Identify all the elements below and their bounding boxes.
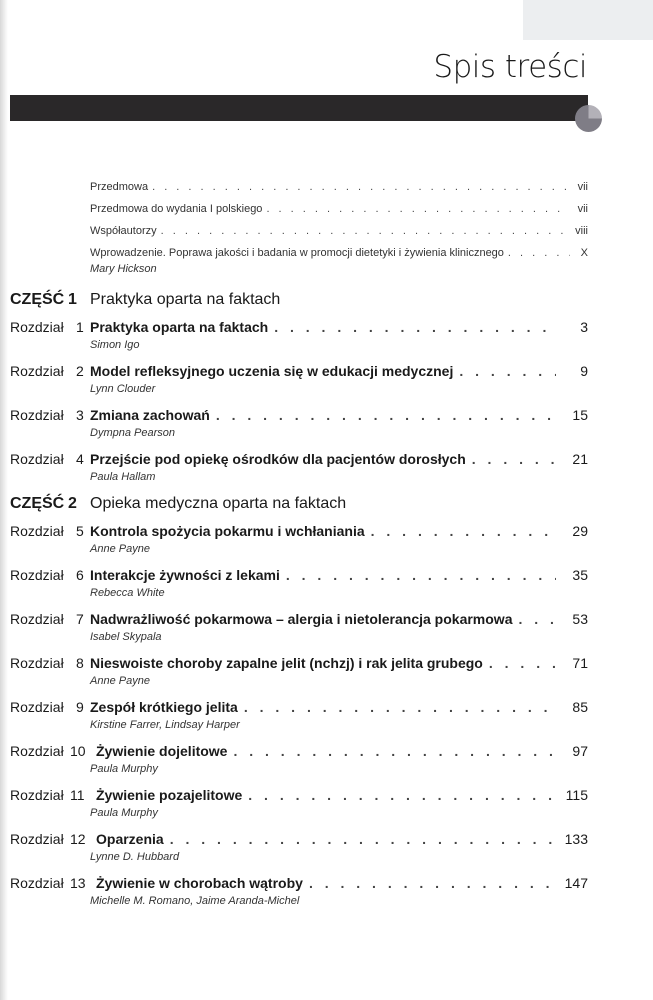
chapter-author: Lynn Clouder bbox=[90, 383, 156, 395]
chapter-title: Oparzenia bbox=[96, 831, 164, 847]
chapter-entry[interactable] bbox=[10, 406, 588, 440]
chapter-title: Żywienie dojelitowe bbox=[96, 743, 228, 759]
dot-leader bbox=[274, 318, 556, 336]
header-bar bbox=[10, 95, 588, 121]
dot-leader bbox=[266, 202, 570, 216]
entry-title: Współautorzy bbox=[90, 225, 157, 237]
part-heading-2 bbox=[10, 494, 588, 514]
entry-page: vii bbox=[577, 181, 588, 193]
chapter-number: 10 bbox=[70, 743, 86, 759]
chapter-entry[interactable] bbox=[10, 318, 588, 352]
dot-leader bbox=[309, 874, 556, 892]
chapter-entry[interactable] bbox=[10, 830, 588, 864]
chapter-label: Rozdział bbox=[10, 523, 64, 539]
dot-leader bbox=[233, 742, 556, 760]
dot-leader bbox=[216, 406, 556, 424]
chapter-page: 15 bbox=[572, 407, 588, 423]
chapter-number: 8 bbox=[76, 655, 84, 671]
chapter-page: 9 bbox=[580, 363, 588, 379]
entry-page: vii bbox=[577, 203, 588, 215]
chapter-label: Rozdział bbox=[10, 875, 64, 891]
chapter-entry[interactable] bbox=[10, 742, 588, 776]
entry-title: Przedmowa bbox=[90, 181, 149, 193]
chapter-title: Praktyka oparta na faktach bbox=[90, 319, 269, 335]
chapter-title: Żywienie w chorobach wątroby bbox=[96, 875, 303, 891]
dot-leader bbox=[248, 786, 556, 804]
chapter-number: 6 bbox=[76, 567, 84, 583]
chapter-label: Rozdział bbox=[10, 831, 64, 847]
part-label: CZĘŚĆ bbox=[10, 495, 65, 512]
entry-page: viii bbox=[575, 225, 588, 237]
dot-leader bbox=[508, 246, 570, 260]
chapter-entry[interactable] bbox=[10, 522, 588, 556]
part-title: Praktyka oparta na faktach bbox=[90, 291, 281, 308]
chapter-label: Rozdział bbox=[10, 787, 64, 803]
part-title: Opieka medyczna oparta na faktach bbox=[90, 495, 347, 512]
dot-leader bbox=[244, 698, 556, 716]
chapter-number: 12 bbox=[70, 831, 86, 847]
part-heading-1 bbox=[10, 290, 588, 310]
chapter-title: Nieswoiste choroby zapalne jelit (nchzj) i rak jelita grubego bbox=[90, 655, 483, 671]
chapter-author: Dympna Pearson bbox=[90, 427, 175, 439]
chapter-author: Paula Hallam bbox=[90, 471, 156, 483]
chapter-label: Rozdział bbox=[10, 743, 64, 759]
entry-title: Wprowadzenie. Poprawa jakości i badania w promocji dietetyki i żywienia klinicznego bbox=[90, 247, 504, 259]
chapter-author: Simon Igo bbox=[90, 339, 140, 351]
chapter-number: 2 bbox=[76, 363, 84, 379]
chapter-entry[interactable] bbox=[10, 874, 588, 908]
dot-leader bbox=[286, 566, 556, 584]
chapter-entry[interactable] bbox=[10, 362, 588, 396]
chapter-entry[interactable] bbox=[10, 698, 588, 732]
chapter-author: Kirstine Farrer, Lindsay Harper bbox=[90, 719, 240, 731]
chapter-author: Anne Payne bbox=[90, 675, 150, 687]
chapter-label: Rozdział bbox=[10, 567, 64, 583]
entry-author: Mary Hickson bbox=[90, 263, 157, 275]
chapter-title: Kontrola spożycia pokarmu i wchłaniania bbox=[90, 523, 365, 539]
chapter-number: 9 bbox=[76, 699, 84, 715]
chapter-number: 3 bbox=[76, 407, 84, 423]
chapter-label: Rozdział bbox=[10, 655, 64, 671]
chapter-author: Paula Murphy bbox=[90, 807, 158, 819]
page-title: Spis treści bbox=[433, 49, 587, 85]
chapter-page: 147 bbox=[564, 875, 588, 891]
chapter-entry[interactable] bbox=[10, 566, 588, 600]
chapter-page: 21 bbox=[572, 451, 588, 467]
part-label: CZĘŚĆ bbox=[10, 291, 65, 308]
part-number: 2 bbox=[68, 495, 77, 512]
entry-page: X bbox=[580, 247, 588, 259]
header-circle-ornament bbox=[575, 105, 602, 132]
chapter-label: Rozdział bbox=[10, 611, 64, 627]
dot-leader bbox=[371, 522, 556, 540]
chapter-page: 133 bbox=[564, 831, 588, 847]
part-number: 1 bbox=[68, 291, 77, 308]
toc-entry[interactable] bbox=[90, 246, 588, 260]
chapter-author: Paula Murphy bbox=[90, 763, 158, 775]
chapter-title: Zespół krótkiego jelita bbox=[90, 699, 238, 715]
dot-leader bbox=[170, 830, 556, 848]
chapter-label: Rozdział bbox=[10, 451, 64, 467]
toc-entry[interactable] bbox=[90, 224, 588, 238]
dot-leader bbox=[489, 654, 556, 672]
chapter-page: 3 bbox=[580, 319, 588, 335]
dot-leader bbox=[459, 362, 556, 380]
chapter-entry[interactable] bbox=[10, 786, 588, 820]
toc-content bbox=[0, 140, 653, 938]
chapter-title: Żywienie pozajelitowe bbox=[96, 787, 243, 803]
chapter-label: Rozdział bbox=[10, 319, 64, 335]
chapter-title: Model refleksyjnego uczenia się w edukacji medycznej bbox=[90, 363, 454, 379]
dot-leader bbox=[161, 224, 570, 238]
chapter-page: 53 bbox=[572, 611, 588, 627]
page-header bbox=[0, 0, 653, 140]
toc-entry[interactable] bbox=[90, 202, 588, 216]
chapter-author: Lynne D. Hubbard bbox=[90, 851, 180, 863]
chapter-number: 7 bbox=[76, 611, 84, 627]
chapter-page: 71 bbox=[572, 655, 588, 671]
chapter-title: Przejście pod opiekę ośrodków dla pacjentów dorosłych bbox=[90, 451, 466, 467]
chapter-number: 5 bbox=[76, 523, 84, 539]
chapter-title: Zmiana zachowań bbox=[90, 407, 210, 423]
chapter-page: 29 bbox=[572, 523, 588, 539]
entry-title: Przedmowa do wydania I polskiego bbox=[90, 203, 263, 215]
chapter-title: Nadwrażliwość pokarmowa – alergia i nietolerancja pokarmowa bbox=[90, 611, 513, 627]
chapter-number: 4 bbox=[76, 451, 84, 467]
chapter-number: 11 bbox=[70, 787, 85, 803]
chapter-author: Isabel Skypala bbox=[90, 631, 162, 643]
chapter-author: Michelle M. Romano, Jaime Aranda-Michel bbox=[90, 895, 300, 907]
chapter-label: Rozdział bbox=[10, 363, 64, 379]
chapter-label: Rozdział bbox=[10, 699, 64, 715]
chapter-page: 115 bbox=[565, 787, 588, 803]
chapter-author: Rebecca White bbox=[90, 587, 165, 599]
chapter-entry[interactable] bbox=[10, 610, 588, 644]
dot-leader bbox=[472, 450, 556, 468]
toc-entry[interactable] bbox=[90, 180, 588, 194]
chapter-entry[interactable] bbox=[10, 450, 588, 484]
front-matter bbox=[90, 180, 588, 276]
chapter-author: Anne Payne bbox=[90, 543, 150, 555]
chapter-page: 97 bbox=[572, 743, 588, 759]
dot-leader bbox=[518, 610, 556, 628]
dot-leader bbox=[152, 180, 570, 194]
chapter-number: 1 bbox=[76, 319, 84, 335]
chapter-title: Interakcje żywności z lekami bbox=[90, 567, 280, 583]
chapter-number: 13 bbox=[70, 875, 86, 891]
chapter-page: 35 bbox=[572, 567, 588, 583]
chapter-page: 85 bbox=[572, 699, 588, 715]
chapter-entry[interactable] bbox=[10, 654, 588, 688]
chapter-label: Rozdział bbox=[10, 407, 64, 423]
